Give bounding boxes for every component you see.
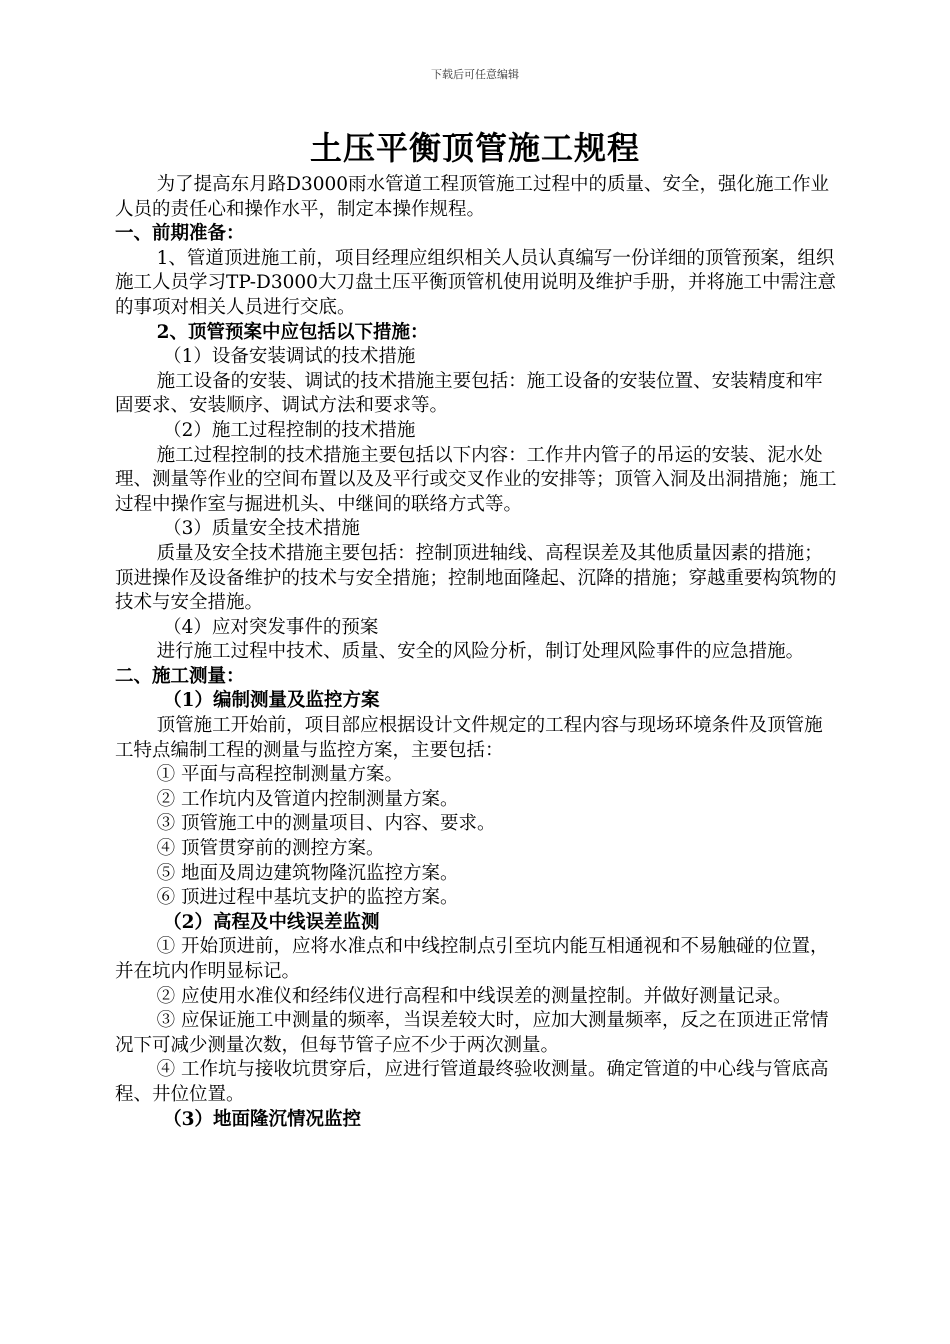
list-item: ④ 工作坑与接收坑贯穿后，应进行管道最终验收测量。确定管道的中心线与管底高程、井位位置。 bbox=[115, 1059, 829, 1105]
list-item: ① 开始顶进前，应将水准点和中线控制点引至坑内能互相通视和不易触碰的位置，并在坑内作明显标记。 bbox=[115, 936, 829, 982]
paragraph: 施工过程控制的技术措施主要包括以下内容：工作井内管子的吊运的安装、泥水处理、测量等作业的空间布置以及及平行或交叉作业的安排等；顶管入洞及出洞措施；施工过程中操作室与掘进机头、中继间的联络方式等。 bbox=[115, 444, 837, 515]
paragraph: 质量及安全技术措施主要包括：控制顶进轴线、高程误差及其他质量因素的措施；顶进操作及设备维护的技术与安全措施；控制地面隆起、沉降的措施；穿越重要构筑物的技术与安全措施。 bbox=[115, 542, 837, 614]
list-item: ⑥ 顶进过程中基坑支护的监控方案。 bbox=[156, 887, 459, 909]
paragraph: 进行施工过程中技术、质量、安全的风险分析，制订处理风险事件的应急措施。 bbox=[156, 641, 805, 663]
paragraph: 施工设备的安装、调试的技术措施主要包括：施工设备的安装位置、安装精度和牢固要求、安装顺序、调试方法和要求等。 bbox=[115, 370, 823, 417]
header-note: 下载后可任意编辑 bbox=[431, 68, 519, 81]
subsection-heading: 2、顶管预案中应包括以下措施： bbox=[156, 321, 429, 343]
list-item: ② 应使用水准仪和经纬仪进行高程和中线误差的测量控制。并做好测量记录。 bbox=[156, 985, 792, 1007]
item-heading: （3）质量安全技术措施 bbox=[163, 518, 360, 540]
paragraph: 1、管道顶进施工前，项目经理应组织相关人员认真编写一份详细的顶管预案，组织施工人员学习TP-D3000大刀盘土压平衡顶管机使用说明及维护手册，并将施工中需注意的事项对相关人员进行交底。 bbox=[115, 247, 836, 318]
section-heading-survey: 二、施工测量： bbox=[115, 665, 245, 687]
section-heading-preparation: 一、前期准备： bbox=[115, 223, 245, 245]
item-heading: （4）应对突发事件的预案 bbox=[163, 616, 379, 638]
item-heading: （2）施工过程控制的技术措施 bbox=[163, 419, 416, 441]
list-item: ② 工作坑内及管道内控制测量方案。 bbox=[156, 788, 459, 810]
list-item: ① 平面与高程控制测量方案。 bbox=[156, 764, 404, 786]
paragraph: 顶管施工开始前，项目部应根据设计文件规定的工程内容与现场环境条件及顶管施工特点编制工程的测量与监控方案，主要包括： bbox=[115, 715, 823, 761]
subsection-heading: （1）编制测量及监控方案 bbox=[163, 690, 380, 712]
item-heading: （1）设备安装调试的技术措施 bbox=[163, 346, 416, 368]
document-body bbox=[115, 173, 839, 1132]
document-title: 土压平衡顶管施工规程 bbox=[309, 129, 640, 167]
list-item: ③ 应保证施工中测量的频率，当误差较大时，应加大测量频率，反之在顶进正常情况下可减少测量次数，但每节管子应不少于两次测量。 bbox=[115, 1010, 829, 1056]
list-item: ③ 顶管施工中的测量项目、内容、要求。 bbox=[156, 813, 496, 835]
intro-paragraph: 为了提高东月路D3000雨水管道工程顶管施工过程中的质量、安全，强化施工作业人员的责任心和操作水平，制定本操作规程。 bbox=[115, 174, 830, 220]
subsection-heading: （3）地面隆沉情况监控 bbox=[163, 1108, 361, 1130]
subsection-heading: （2）高程及中线误差监测 bbox=[163, 911, 380, 933]
list-item: ④ 顶管贯穿前的测控方案。 bbox=[156, 838, 385, 860]
list-item: ⑤ 地面及周边建筑物隆沉监控方案。 bbox=[156, 862, 459, 884]
